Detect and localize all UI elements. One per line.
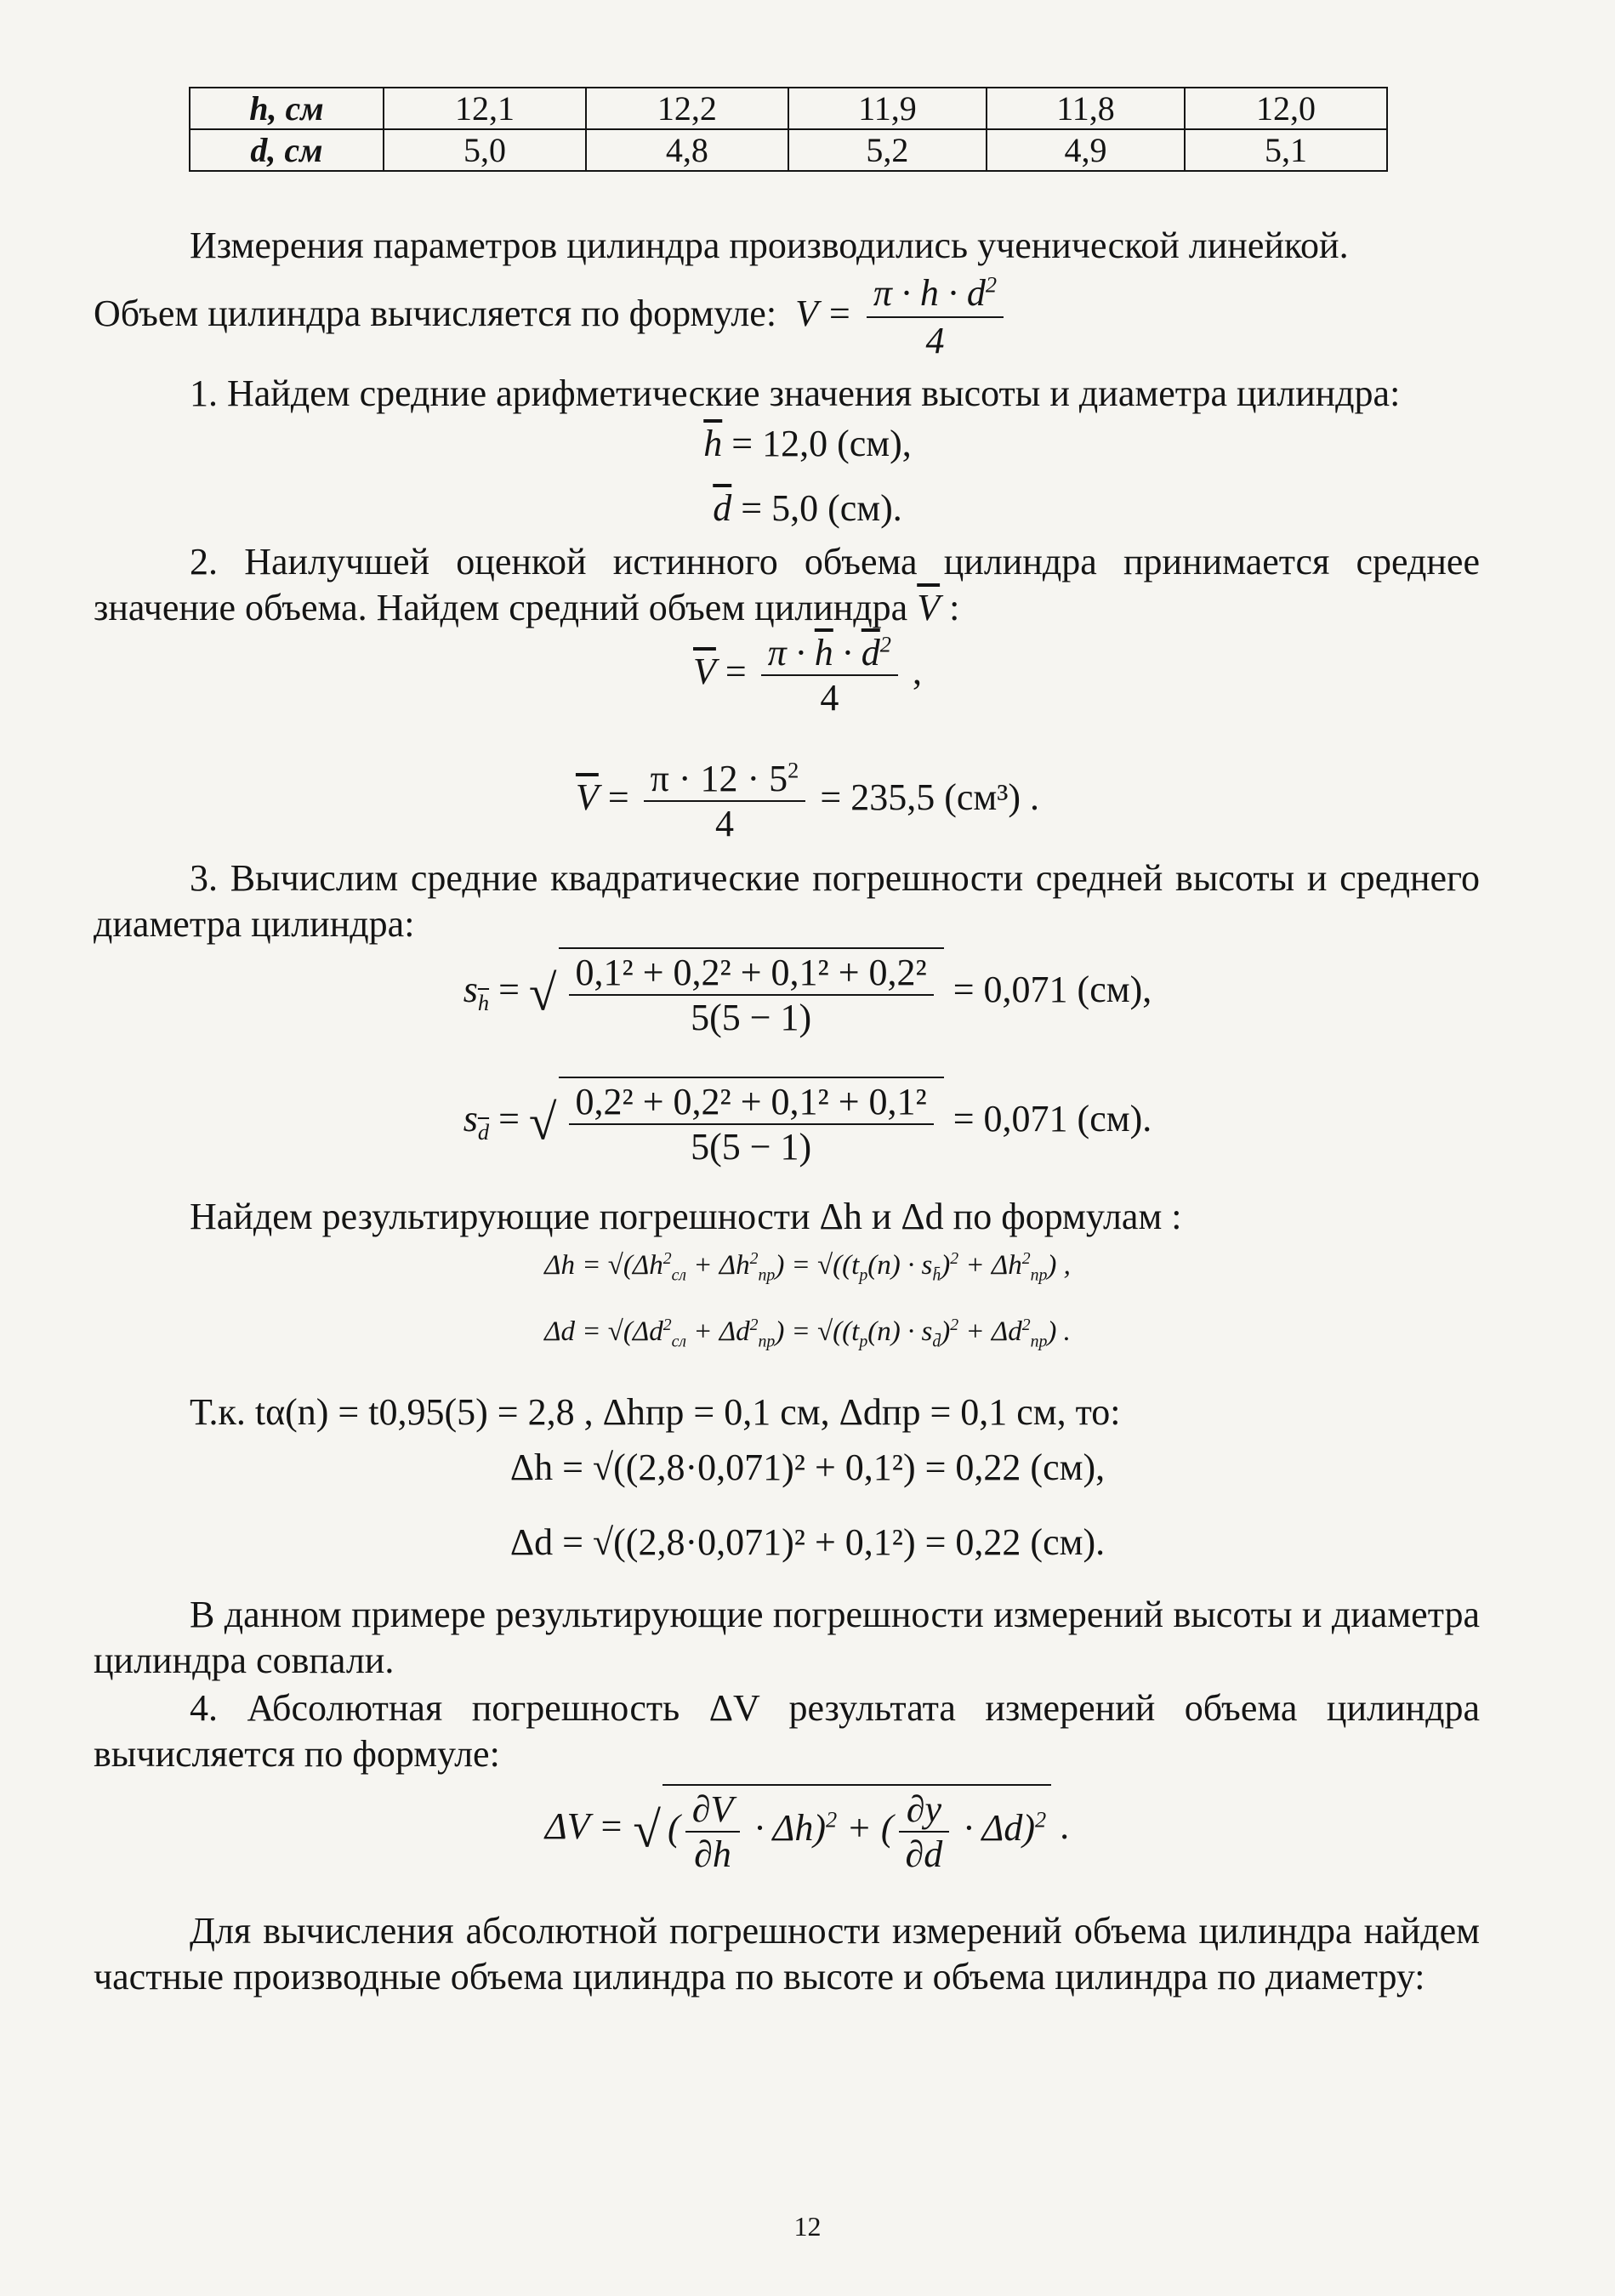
- delta-v-formula: ΔV = √ ( $\frac{\partial V}{\partial h}$ · Δh)$^2$ + ( $\frac{\partial y}{\partial d}$ · Δd)$^2$ .: [0, 1784, 1615, 1876]
- table-cell: 12,2: [586, 88, 788, 129]
- paragraph-measurements: Измерения параметров цилиндра производились ученической линейкой.: [190, 224, 1349, 266]
- table-cell: 5,0: [384, 129, 586, 171]
- step-3: 3. Вычислим средние квадратические погрешности средней высоты и среднего диаметра цилиндра:: [94, 857, 1480, 945]
- volume-formula-label: Объем цилиндра вычисляется по формуле:: [94, 293, 777, 335]
- volume-formula-line: [94, 270, 1480, 364]
- dh-value: Δh = √((2,8·0,071)² + 0,1²) = 0,22 (см),: [509, 1446, 1106, 1488]
- d-mean-value: = 5,0 (см).: [741, 487, 902, 529]
- mean-volume-value: = 235,5 (см³) .: [820, 776, 1040, 819]
- tk-line: Т.к. tα(n) = t0,95(5) = 2,8 , Δhпр = 0,1 см, Δdпр = 0,1 см, то:: [190, 1391, 1121, 1433]
- s-d-equation: $s_{\overline{d}}$ = √ $\frac{\text{0,2² + 0,2² + 0,1² + 0,1²}}{5(5 - 1)}$ = 0,071 (см).: [0, 1077, 1615, 1168]
- table-row: [190, 129, 1387, 171]
- s-h-value: = 0,071 (см),: [953, 969, 1152, 1011]
- s-d-denominator: 5(5 − 1): [691, 1126, 812, 1168]
- s-d-value: = 0,071 (см).: [953, 1098, 1152, 1140]
- dd-formula: $\Delta d = √(\Delta d^2_{сл} + \Delta d^2_{пр}) = √((t_p(n) \cdot s_{d̄})^2 + \Delta d^2_{пр})$ .: [544, 1316, 1071, 1351]
- s-h-denominator: 5(5 − 1): [691, 997, 812, 1038]
- table-row: [190, 88, 1387, 129]
- dh-formula: $\Delta h = √(\Delta h^2_{сл} + \Delta h^2_{пр}) = √((t_p(n) \cdot s_{h̄})^2 + \Delta h^2_{пр})$ ,: [544, 1249, 1071, 1285]
- table-cell: 5,1: [1185, 129, 1387, 171]
- step-2-text: 2. Наилучшей оценкой истинного объема цилиндра принимается среднее значение объема. Найдем средний объем цилиндра: [94, 541, 1480, 628]
- table-cell: 5,2: [788, 129, 987, 171]
- find-result-errors: Найдем результирующие погрешности Δh и Δd по формулам :: [190, 1196, 1182, 1237]
- table-cell: 12,1: [384, 88, 586, 129]
- measurements-table: [189, 87, 1388, 172]
- step-2: 2. Наилучшей оценкой истинного объема цилиндра принимается среднее значение объема. Найдем средний объем цилиндра $\overline{V}$ :: [94, 541, 1480, 628]
- dd-value: Δd = √((2,8·0,071)² + 0,1²) = 0,22 (см).: [509, 1521, 1106, 1563]
- h-mean-value: = 12,0 (см),: [731, 423, 912, 464]
- table-cell: 4,8: [586, 129, 788, 171]
- h-mean-equation: $\overline{h} = 12,0$ (см),: [703, 423, 912, 464]
- step-1: 1. Найдем средние арифметические значения высоты и диаметра цилиндра:: [190, 372, 1401, 414]
- row-header-h: h, см: [190, 88, 384, 129]
- table-cell: 11,9: [788, 88, 987, 129]
- volume-formula: V = $\frac{\pi \cdot h \cdot d^2}{4}$: [786, 293, 1009, 334]
- table-cell: 11,8: [987, 88, 1185, 129]
- table-cell: 12,0: [1185, 88, 1387, 129]
- s-h-equation: $s_{\overline{h}}$ = √ $\frac{\text{0,1² + 0,2² + 0,1² + 0,2²}}{5(5 - 1)}$ = 0,071 (см),: [0, 947, 1615, 1039]
- row-header-d: d, см: [190, 129, 384, 171]
- page-number: 12: [793, 2211, 822, 2242]
- d-mean-equation: $\overline{d} = 5,0$ (см).: [713, 487, 902, 529]
- step-4: 4. Абсолютная погрешность ΔV результата измерений объема цилиндра вычисляется по формуле:: [94, 1687, 1480, 1775]
- mean-volume-formula: $\overline{V}$ = $\frac{\pi \cdot \overline{h} \cdot \overline{d}^2}{4}$ ,: [693, 631, 922, 719]
- table-cell: 4,9: [987, 129, 1185, 171]
- s-d-numerator: 0,2² + 0,2² + 0,1² + 0,1²: [569, 1080, 934, 1125]
- errors-match-paragraph: В данном примере результирующие погрешности измерений высоты и диаметра цилиндра совпали.: [94, 1594, 1480, 1681]
- s-h-numerator: 0,1² + 0,2² + 0,1² + 0,2²: [569, 951, 934, 996]
- final-paragraph: Для вычисления абсолютной погрешности измерений объема цилиндра найдем частные производные объема цилиндра по высоте и объема цилиндра по диаметру:: [94, 1910, 1480, 1998]
- mean-volume-result: $\overline{V}$ = $\frac{\pi \cdot 12 \cdot 5^2}{4}$ = 235,5 (см³) .: [575, 757, 1040, 844]
